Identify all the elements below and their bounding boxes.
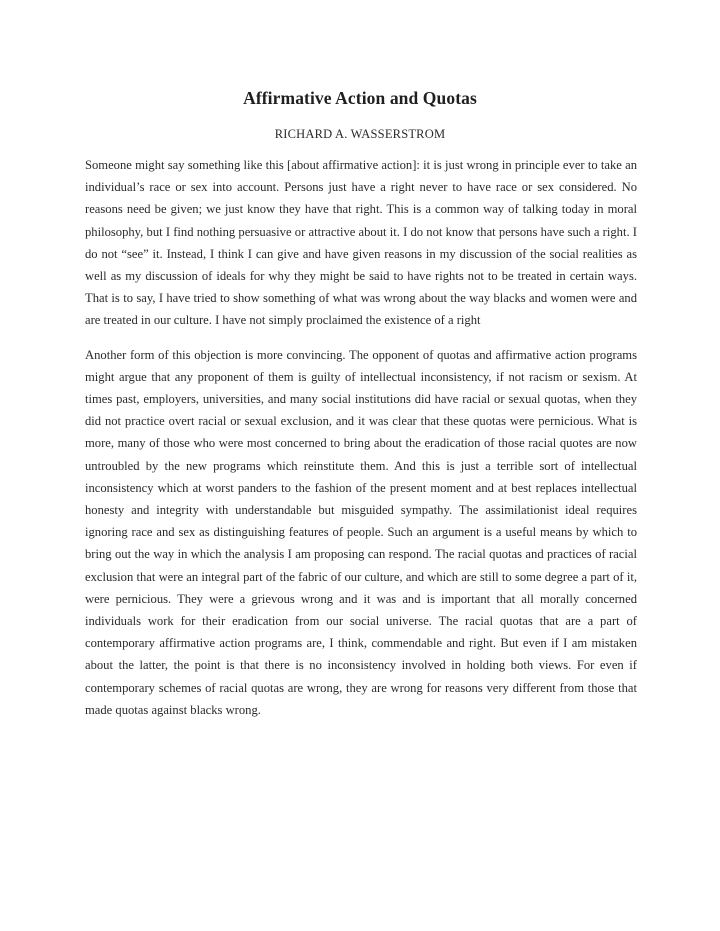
document-title: Affirmative Action and Quotas	[243, 88, 477, 108]
document-body	[85, 154, 637, 733]
paragraph-1: Someone might say something like this [about affirmative action]: it is just wrong in principle ever to take an individual’s race or sex into account. Persons just have a right never to have race or sex considered. No reasons need be given; we just know they have that right. This is a common way of talking today in moral philosophy, but I find nothing persuasive or attractive about it. I do not know that persons have such a right. I do not “see” it. Instead, I think I can give and have given reasons in my discussion of the social realities as well as my discussion of ideals for why they might be said to have rights not to be treated in certain ways. That is to say, I have tried to show something of what was wrong about the way blacks and women were and are treated in our culture. I have not simply proclaimed the existence of a right	[85, 158, 637, 328]
document-author: RICHARD A. WASSERSTROM	[274, 127, 446, 141]
paragraph-2: Another form of this objection is more convincing. The opponent of quotas and affirmative action programs might argue that any proponent of them is guilty of intellectual inconsistency, if not racism or sexism. At times past, employers, universities, and many social institutions did have racial or sexual quotas, when they did not practice overt racial or sexual exclusion, and it was clear that these quotas were pernicious. What is more, many of those who were most concerned to bring about the eradication of those racial quotes are now untroubled by the new programs which reinstitute them. And this is just a terrible sort of intellectual inconsistency which at worst panders to the fashion of the present moment and at best replaces intellectual honesty and integrity with understandable but misguided sympathy. The assimilationist ideal requires ignoring race and sex as distinguishing features of people. Such an argument is a useful means by which to bring out the way in which the analysis I am proposing can respond. The racial quotas and practices of racial exclusion that were an integral part of the fabric of our culture, and which are still to some degree a part of it, were pernicious. They were a grievous wrong and it was and is important that all morally concerned individuals work for their eradication from our social universe. The racial quotas that are a part of contemporary affirmative action programs are, I think, commendable and right. But even if I am mistaken about the latter, the point is that there is no inconsistency involved in holding both views. For even if contemporary schemes of racial quotas are wrong, they are wrong for reasons very different from those that made quotas against blacks wrong.	[85, 347, 637, 717]
